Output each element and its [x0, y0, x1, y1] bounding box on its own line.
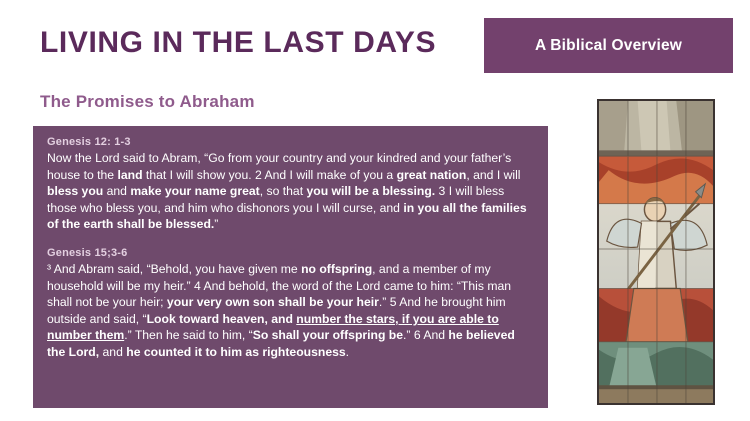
scripture-text: ³ And Abram said, “Behold, you have given me no offspring, and a member of my household will be my heir.” 4 And behold, the word of the Lord came to him: “This man shall not be your heir; your very own son shall be your heir.” 5 And he brought him outside and said, “Look toward heaven, and number the stars, if you are able to number them.” Then he said to him, “So shall your offspring be.” 6 And he believed the Lord, and he counted it to him as righteousness.: [47, 261, 515, 359]
stained-glass-image: [597, 99, 715, 405]
passage-block-2: [47, 247, 534, 361]
overview-banner: [484, 18, 733, 73]
passage-block-1: [47, 136, 534, 233]
overview-banner-label: A Biblical Overview: [534, 36, 683, 54]
section-subtitle: The Promises to Abraham: [40, 92, 255, 111]
stained-glass-illustration: [599, 101, 713, 403]
page-title: LIVING IN THE LAST DAYS: [40, 26, 437, 59]
scripture-panel: [33, 126, 548, 408]
scripture-reference: Genesis 15;3-6: [47, 246, 128, 259]
passage-divider: [47, 233, 534, 247]
scripture-reference: Genesis 12: 1-3: [47, 136, 131, 148]
scripture-text: Now the Lord said to Abram, “Go from your country and your kindred and your father’s house to the land that I will show you. 2 And I will make of you a great nation, and I will bless you and make your name great, so that you will be a blessing. 3 I will bless those who bless you, and him who dishonors you I will curse, and in you all the families of the earth shall be blessed.”: [47, 151, 527, 232]
